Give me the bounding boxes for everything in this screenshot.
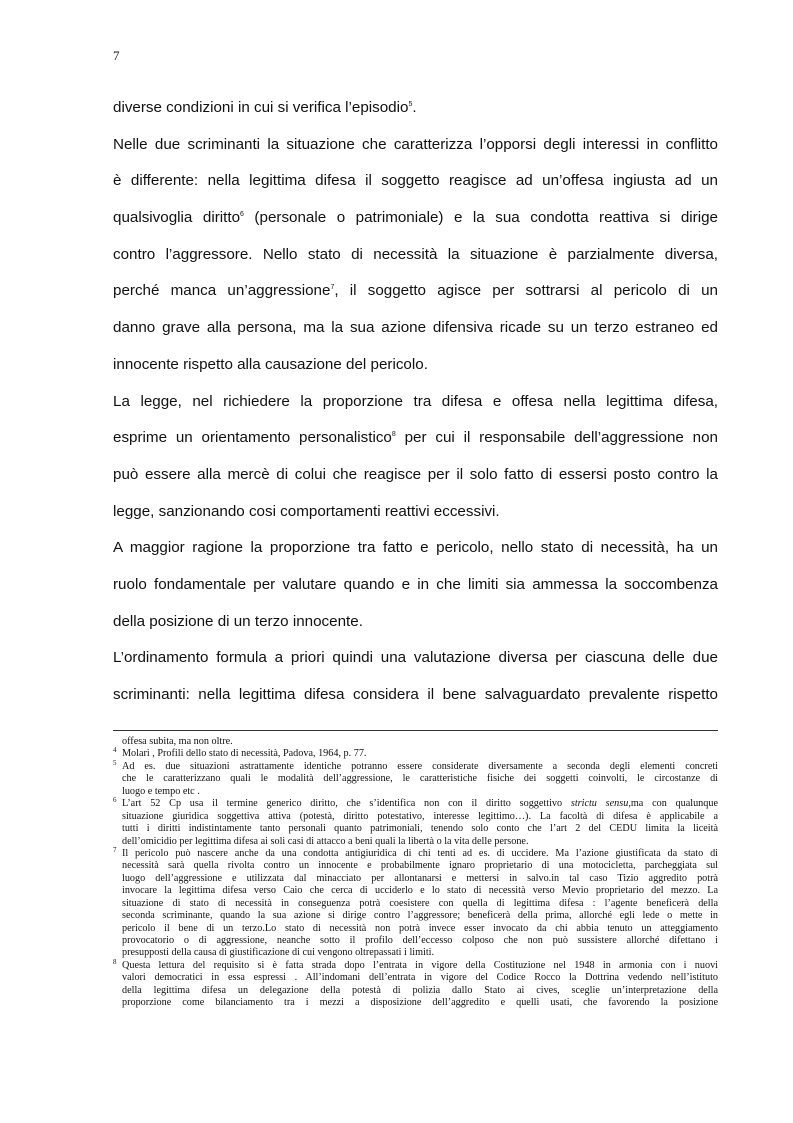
footnote-line: dell’omicidio per legittima difesa ai soli casi di attacco a beni quali la libertà o la vita delle persone.	[122, 835, 529, 847]
footnote-line: 6 L’art 52 Cp usa il termine generico diritto, che s’identifica non con il diritto soggettivo strictu sensu,ma con qualunque	[113, 796, 718, 810]
footnote-line: presupposti della causa di giustificazione di cui vengono oltrepassati i limiti.	[122, 947, 435, 959]
body-line: scriminanti: nella legittima difesa considera il bene salvaguardato prevalente rispetto	[113, 686, 718, 703]
body-line: contro l’aggressore. Nello stato di necessità la situazione è parzialmente diversa,	[113, 245, 718, 263]
body-line: innocente rispetto alla causazione del pericolo.	[113, 355, 428, 373]
footnote-ref[interactable]: 7	[330, 284, 335, 292]
footnote-ref[interactable]: 6	[240, 211, 244, 219]
footnote-line: provocatorio o di aggressione, neanche sotto il profilo dell’eccesso colposo che non può sussistere allorché difettano i	[122, 935, 718, 946]
body-line: può essere alla mercè di colui che reagisce per il solo fatto di essersi posto contro la	[113, 465, 718, 483]
footnote-line: offesa subita, ma non oltre.	[122, 736, 233, 747]
footnote-line: 8 Questa lettura del requisito si è fatta strada dopo l’entrata in vigore della Costituzione nel 1948 in armonia con i nuovi	[113, 957, 718, 971]
body-line: L’ordinamento formula a priori quindi una valutazione diversa per ciascuna delle due	[113, 649, 718, 667]
footnote-line: pericolo il bene di un terzo.Lo stato di necessità non potrà invece esser invocato da chi abbia tenuto un atteggiamento	[122, 922, 718, 934]
footnote-line: tutti i diritti indistintamente tanto personali quanto patrimoniali, tenendo solo conto che l’art 2 del CEDU limita la liceità	[122, 823, 718, 835]
footnote-line: seconda scriminante, quando la sua azione si dirige contro l’aggressore; beneficerà della prima, allorché egli lede o mette in	[122, 910, 718, 922]
body-line: è differente: nella legittima difesa il soggetto reagisce ad un’offesa ingiusta ad un	[113, 172, 718, 190]
footnote-line: situazione di stato di necessità in conseguenza potrà coesistere con quella di legittima difesa : l’agente beneficerà della	[122, 897, 718, 909]
footnote-line: 4 Molari , Profili dello stato di necessità, Padova, 1964, p. 77.	[113, 746, 367, 760]
body-line: diverse condizioni in cui si verifica l’episodio$^5$.	[113, 99, 417, 116]
footnote-line: che le caratterizzano quali le modalità dell’aggressione, le caratteristiche fisiche dei soggetti coinvolti, le circostanze di	[122, 773, 718, 785]
footnote-line: luogo dell’aggressione e utilizzata dal minacciato per allontanarsi e mettersi in salvo.in tal caso Tizio aggredito potrà	[122, 872, 718, 884]
footnote-ref[interactable]: 5	[408, 101, 413, 108]
footnote-separator	[113, 730, 718, 731]
footnote-line: proporzione come bilanciamento tra i mezzi a disposizione dell’aggredito e quelli usati, che favorendo la posizione	[122, 997, 718, 1009]
body-line: La legge, nel richiedere la proporzione tra difesa e offesa nella legittima difesa,	[113, 392, 718, 410]
body-line: perché manca un’aggressione$^7$, il soggetto agisce per sottrarsi al pericolo di un	[113, 282, 718, 300]
body-line: della posizione di un terzo innocente.	[113, 612, 363, 630]
body-line: legge, sanzionando cosi comportamenti reattivi eccessivi.	[113, 502, 500, 520]
body-line: ruolo fondamentale per valutare quando e in che limiti sia ammessa la soccombenza	[113, 575, 718, 593]
footnote-line: situazione giuridica soggettiva attiva (potestà, diritto potestativo, interesse legittimo…). La facoltà di difesa è applicabile a	[122, 810, 718, 822]
body-line: Nelle due scriminanti la situazione che caratterizza l’opporsi degli interessi in conflitto	[113, 135, 718, 153]
footnote-line: 5 Ad es. due situazioni astrattamente identiche potranno essere considerate diversamente a seconda degli elementi concreti	[113, 758, 718, 772]
footnote-ref[interactable]: 8	[391, 431, 396, 439]
footnote-line: valori democratici in essa espressi . All’indomani dell’entrata in vigore del Codice Rocco la Dottrina vedendo nell’istituto	[122, 972, 718, 984]
body-line: A maggior ragione la proporzione tra fatto e pericolo, nello stato di necessità, ha un	[113, 539, 718, 557]
footnotes	[113, 736, 718, 1010]
footnote-line: della legittima difesa un delegazione della potestà di polizia dallo Stato ai cives, sceglie un’interpretazione della	[122, 984, 718, 996]
body-line: qualsivoglia diritto$^6$ (personale o patrimoniale) e la sua condotta reattiva si dirige	[113, 209, 718, 227]
body-line: esprime un orientamento personalistico$^8$ per cui il responsabile dell’aggressione non	[113, 429, 719, 447]
footnote-line: 7 Il pericolo può nascere anche da una condotta antigiuridica di chi tenti ad es. di uccidere. Ma l’azione giustificata da stato di	[113, 845, 718, 859]
footnote-line: necessità sarà quella rivolta contro un innocente e probabilmente ignaro proprietario di una motocicletta, parcheggiata sul	[122, 860, 718, 872]
page-number: 7	[113, 48, 120, 63]
body-line: danno grave alla persona, ma la sua azione difensiva ricade su un terzo estraneo ed	[113, 319, 718, 337]
footnote-line: invocare la legittima difesa verso Caio che cerca di ucciderlo e lo stato di necessità verso Mevio proprietario del mezzo. La	[122, 885, 718, 897]
body-text	[113, 90, 718, 714]
footnote-line: luogo e tempo etc .	[122, 785, 200, 797]
